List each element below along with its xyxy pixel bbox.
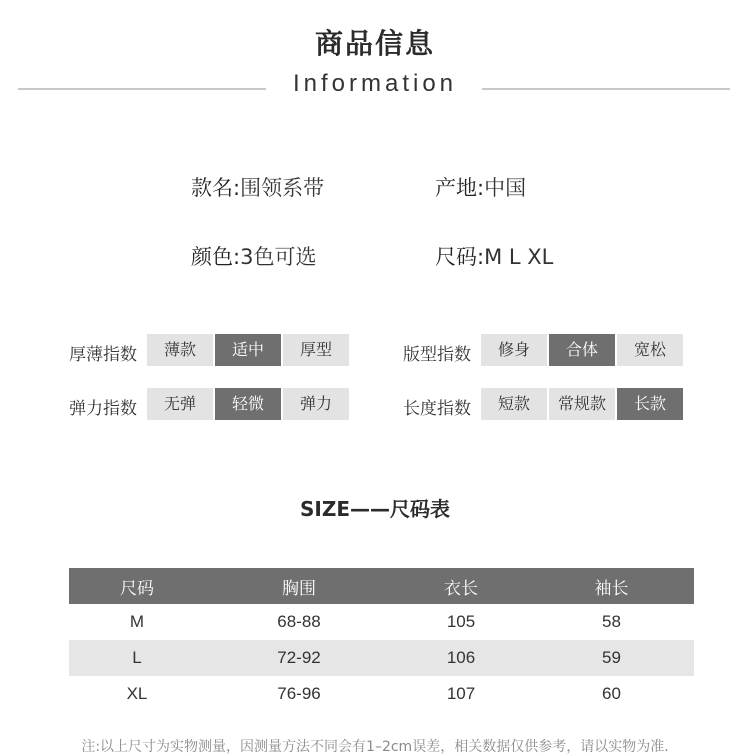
index-option: 短款	[481, 388, 547, 420]
index-option: 弹力	[283, 388, 349, 420]
measurement-note: 注:以上尺寸为实物测量，因测量方法不同会有1–2cm误差，相关数据仅供参考，请以实物为准.	[81, 739, 669, 755]
info-label: 款名:	[191, 176, 241, 200]
index-label-thickness: 厚薄指数	[69, 345, 137, 365]
info-label: 颜色:	[191, 245, 241, 269]
info-label: 尺码:	[435, 245, 485, 269]
index-label-length: 长度指数	[403, 399, 471, 419]
info-value: 中国	[484, 176, 527, 200]
index-option: 适中	[215, 334, 281, 366]
index-label-fit: 版型指数	[403, 345, 471, 365]
index-option: 无弹	[147, 388, 213, 420]
info-origin	[435, 172, 526, 202]
table-cell: 106	[446, 648, 476, 667]
info-style-name	[191, 172, 324, 202]
info-value: 围领系带	[240, 176, 325, 200]
index-option: 宽松	[617, 334, 683, 366]
index-option: 薄款	[147, 334, 213, 366]
info-value: M L XL	[484, 245, 554, 269]
section-title-en: Information	[292, 70, 458, 97]
table-row	[69, 604, 694, 640]
info-label: 产地:	[435, 176, 485, 200]
table-header-cell: 尺码	[120, 578, 154, 599]
table-header-cell: 袖长	[594, 578, 629, 599]
info-value: 3色可选	[240, 245, 317, 269]
index-option: 厚型	[283, 334, 349, 366]
table-header-cell: 胸围	[282, 578, 316, 599]
table-cell: XL	[126, 684, 148, 703]
index-option: 常规款	[549, 388, 615, 420]
section-title-cn: 商品信息	[314, 27, 435, 60]
table-cell: 60	[602, 684, 621, 703]
table-row	[69, 676, 694, 712]
table-cell: L	[132, 648, 142, 667]
table-cell: 59	[602, 648, 621, 667]
table-cell: 107	[446, 684, 476, 703]
table-cell: 105	[446, 612, 476, 631]
index-option: 修身	[481, 334, 547, 366]
table-cell: 76-96	[277, 684, 321, 703]
table-cell: 58	[602, 612, 621, 631]
table-cell: 68-88	[277, 612, 321, 631]
table-cell: 72-92	[277, 648, 321, 667]
index-option: 合体	[549, 334, 615, 366]
size-table	[69, 568, 694, 712]
index-label-elasticity: 弹力指数	[69, 399, 137, 419]
size-table-title: SIZE——尺码表	[299, 497, 450, 521]
table-row	[69, 640, 694, 676]
info-color	[191, 241, 316, 271]
info-size	[435, 241, 553, 271]
index-option: 长款	[617, 388, 683, 420]
table-cell: M	[129, 612, 145, 631]
index-option: 轻微	[215, 388, 281, 420]
title-divider-right	[482, 88, 730, 90]
table-header-cell: 衣长	[444, 578, 478, 599]
table-header-row	[69, 568, 694, 604]
